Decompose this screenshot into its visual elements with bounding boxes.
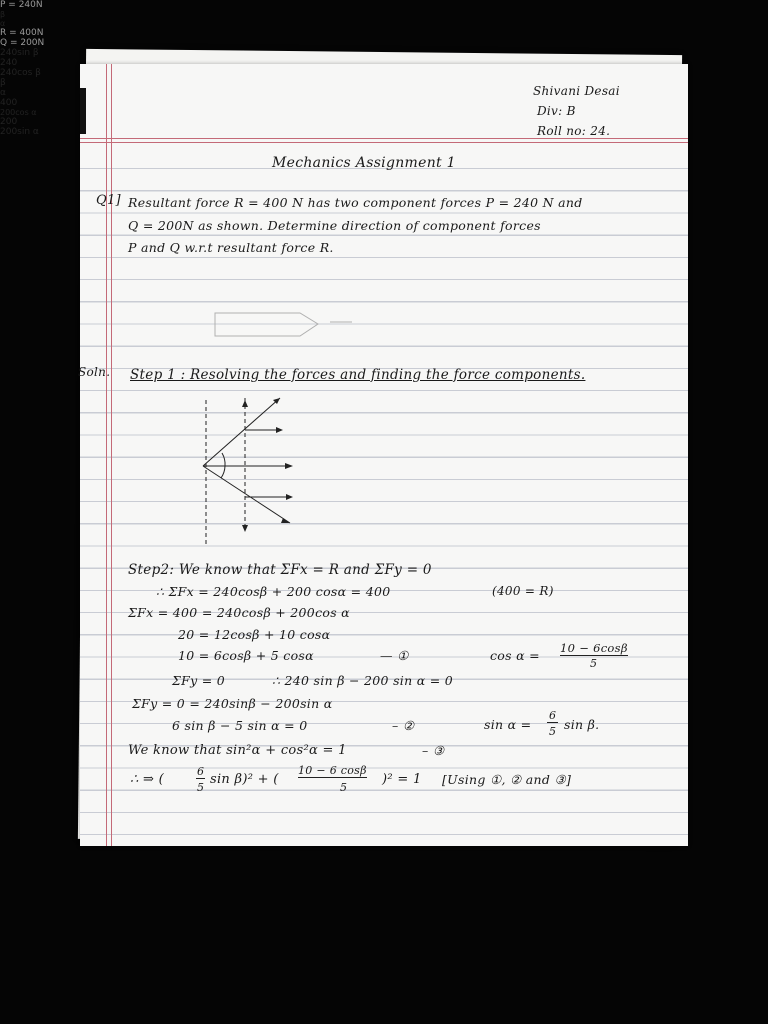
q-diagram-p-label: P = 240N	[0, 0, 43, 10]
arrowhead-q-sin	[242, 525, 248, 532]
fraction-2-numerator: 10 − 6 cosβ	[298, 764, 367, 777]
student-name: Shivani Desai	[533, 84, 620, 98]
arrowhead-p-cos	[276, 427, 283, 433]
alpha-arc	[221, 466, 225, 478]
force-q-line	[203, 466, 290, 523]
label-beta: β	[0, 78, 6, 88]
question-line-1: Resultant force R = 400 N has two component forces P = 240 N and	[128, 195, 583, 210]
cos-alpha-lhs: cos α =	[490, 648, 540, 663]
fraction-1-denominator: 5	[197, 781, 205, 794]
step2-line-10-suffix: )² = 1	[382, 772, 422, 787]
equation-1-tag: — ①	[380, 648, 409, 663]
arrowhead-p-sin	[242, 400, 248, 407]
q-diagram-r-label: R = 400N	[0, 28, 44, 38]
step2-line-2-note: (400 = R)	[492, 584, 554, 598]
step2-line-10-prefix: ∴ ⇒ (	[130, 772, 164, 787]
arrowhead-r	[285, 463, 293, 469]
label-200-cos-alpha: 200cos α	[0, 108, 37, 117]
step2-line-10-note: [Using ①, ② and ③]	[442, 772, 572, 787]
q-diagram-beta: β	[0, 10, 6, 19]
step2-line-9: We know that sin²α + cos²α = 1	[128, 743, 347, 758]
equation-3-tag: – ③	[422, 743, 445, 758]
label-240: 240	[0, 58, 18, 68]
label-240-sin-beta: 240sin β	[0, 48, 39, 58]
step2-line-4: 20 = 12cosβ + 10 cosα	[178, 627, 331, 642]
q-diagram-alpha: α	[0, 19, 6, 28]
sin-alpha-rest: sin β.	[564, 717, 600, 732]
solution-label: Soln.	[78, 365, 111, 379]
label-240-cos-beta: 240cos β	[0, 68, 41, 78]
arrowhead-q-cos	[286, 494, 293, 500]
question-number: Q1]	[96, 193, 121, 208]
question-line-3: P and Q w.r.t resultant force R.	[128, 240, 334, 255]
equation-2-tag: – ②	[392, 718, 415, 733]
page-title: Mechanics Assignment 1	[272, 155, 456, 171]
step2-line-7: ΣFy = 0 = 240sinβ − 200sin α	[132, 696, 333, 711]
step2-line-6: ΣFy = 0	[172, 673, 226, 688]
beta-arc	[222, 453, 225, 466]
label-alpha: α	[0, 88, 6, 98]
sin-alpha-numerator: 6	[549, 709, 557, 722]
force-p-line	[203, 398, 280, 466]
step2-line-2: ∴ ΣFx = 240cosβ + 200 cosα = 400	[156, 584, 391, 599]
question-line-2: Q = 200N as shown. Determine direction of component forces	[128, 218, 541, 233]
q-diagram-q-label: Q = 200N	[0, 38, 45, 48]
arrowhead-q	[281, 518, 290, 523]
division: Div: B	[537, 104, 576, 118]
step2-line-8: 6 sin β − 5 sin α = 0	[172, 718, 308, 733]
step2-line-10-middle: sin β)² + (	[210, 772, 279, 787]
cos-alpha-numerator: 10 − 6cosβ	[560, 641, 628, 655]
step1-heading: Step 1 : Resolving the forces and finding the force components.	[130, 367, 586, 383]
step2-line-5: 10 = 6cosβ + 5 cosα	[178, 648, 314, 663]
roll-number: Roll no: 24.	[537, 124, 611, 138]
step2-line-6b: ∴ 240 sin β − 200 sin α = 0	[272, 673, 454, 688]
sin-alpha-lhs: sin α =	[484, 717, 532, 732]
step2-heading: Step2: We know that ΣFx = R and ΣFy = 0	[128, 562, 432, 578]
cos-alpha-denominator: 5	[590, 657, 598, 670]
fraction-1-numerator: 6	[197, 765, 205, 778]
step2-line-3: ΣFx = 400 = 240cosβ + 200cos α	[128, 605, 350, 620]
sin-alpha-denominator: 5	[549, 725, 557, 738]
label-200: 200	[0, 117, 18, 127]
fraction-2-denominator: 5	[340, 781, 348, 794]
label-200-sin-alpha: 200sin α	[0, 127, 39, 137]
label-400: 400	[0, 98, 18, 108]
